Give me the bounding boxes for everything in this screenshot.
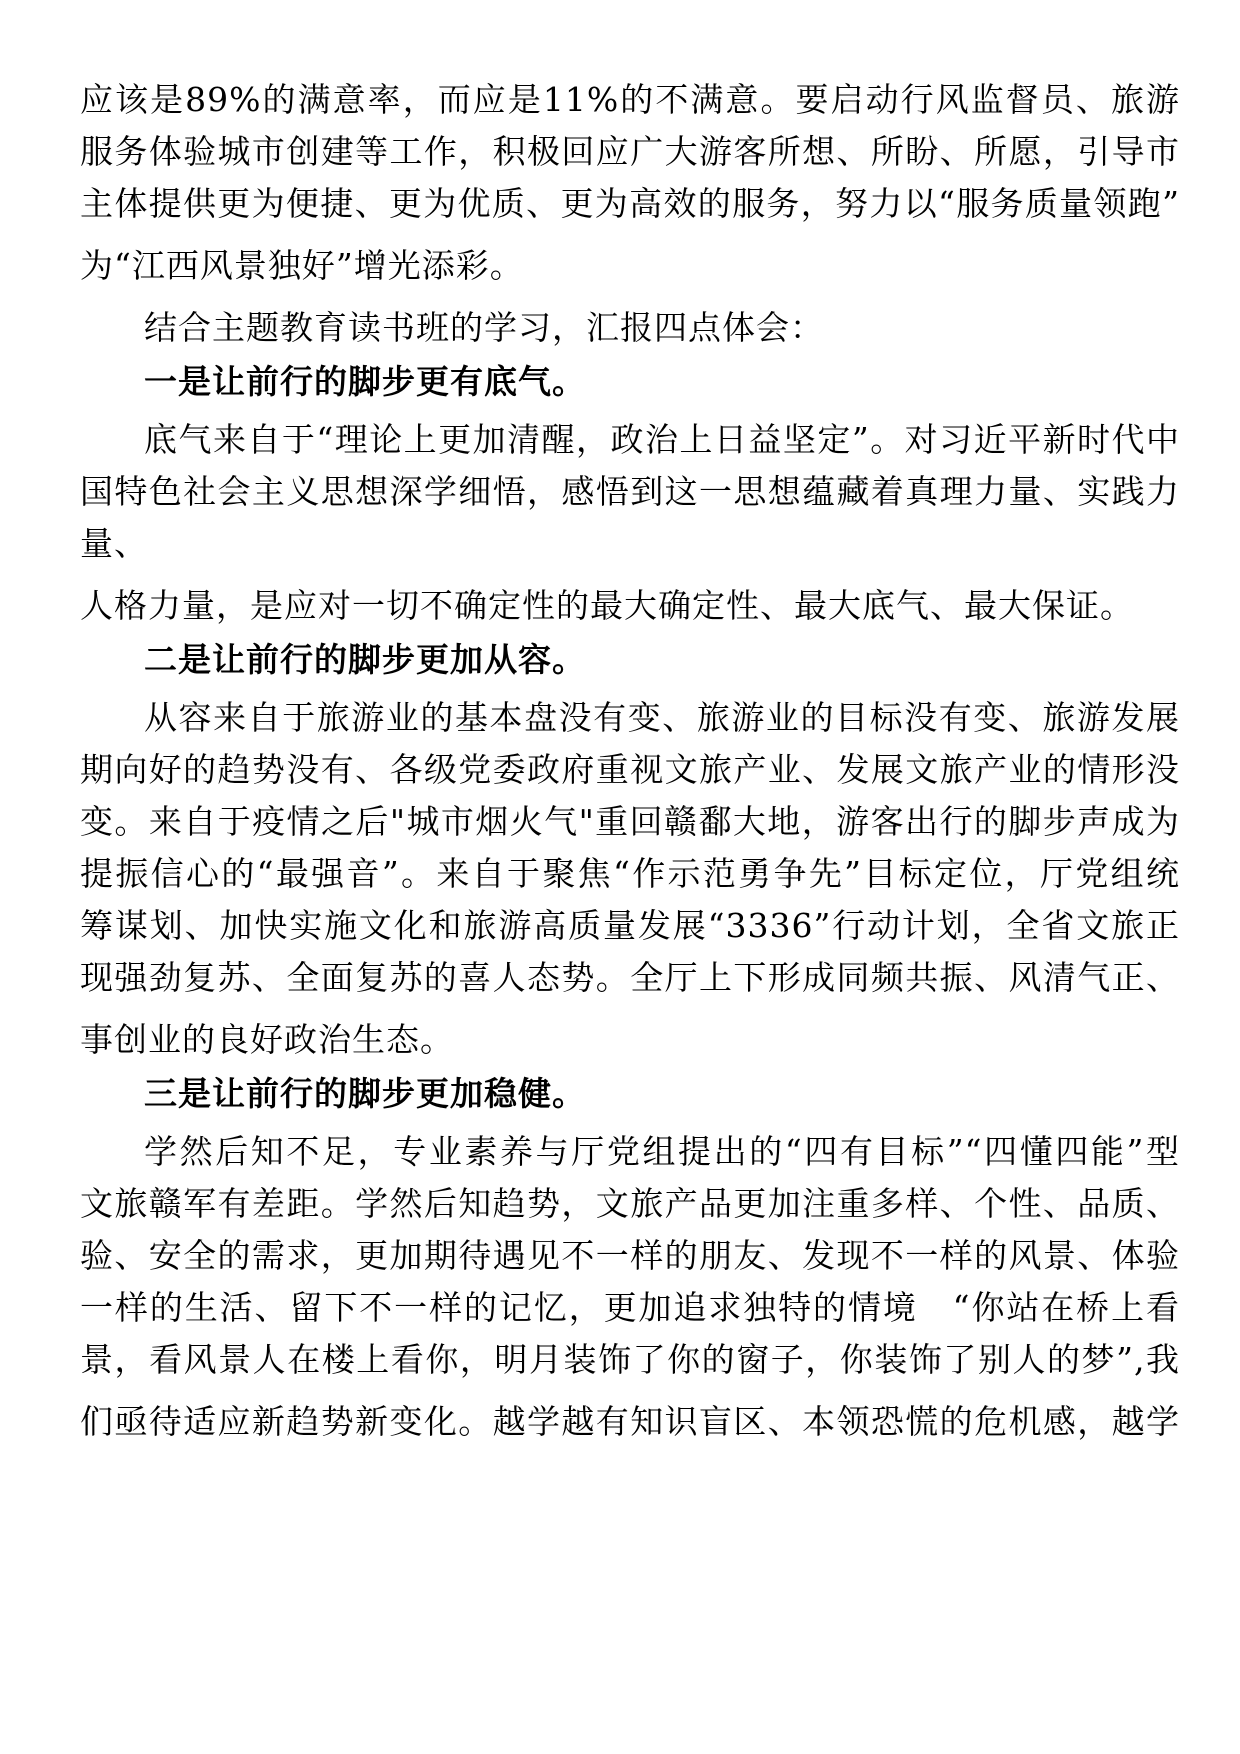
body-line: 们亟待适应新趋势新变化。越学越有知识盲区、本领恐慌的危机感，越学 bbox=[80, 1402, 1180, 1441]
section-heading: 三是让前行的脚步更加稳健。 bbox=[144, 1074, 586, 1113]
body-line: 结合主题教育读书班的学习，汇报四点体会： bbox=[144, 308, 824, 347]
body-line: 人格力量，是应对一切不确定性的最大确定性、最大底气、最大保证。 bbox=[80, 586, 1134, 625]
body-line: 底气来自于“理论上更加清醒，政治上日益坚定”。对习近平新时代中 bbox=[144, 420, 1180, 459]
body-line: 国特色社会主义思想深学细悟，感悟到这一思想蕴藏着真理力量、实践力 bbox=[80, 472, 1180, 511]
body-line: 事创业的良好政治生态。 bbox=[80, 1020, 454, 1059]
body-line: 一样的生活、留下不一样的记忆，更加追求独特的情境 “你站在桥上看 bbox=[80, 1288, 1180, 1327]
body-line: 文旅赣军有差距。学然后知趋势，文旅产品更加注重多样、个性、品质、 bbox=[80, 1184, 1180, 1223]
body-line: 应该是89%的满意率，而应是11%的不满意。要启动行风监督员、旅游 bbox=[80, 80, 1180, 119]
body-line: 现强劲复苏、全面复苏的喜人态势。全厅上下形成同频共振、风清气正、 bbox=[80, 958, 1180, 997]
section-heading: 二是让前行的脚步更加从容。 bbox=[144, 640, 586, 679]
body-line: 学然后知不足，专业素养与厅党组提出的“四有目标”“四懂四能”型 bbox=[144, 1132, 1180, 1171]
body-line: 验、安全的需求，更加期待遇见不一样的朋友、发现不一样的风景、体验 bbox=[80, 1236, 1180, 1275]
body-line: 从容来自于旅游业的基本盘没有变、旅游业的目标没有变、旅游发展 bbox=[144, 698, 1180, 737]
body-line: 提振信心的“最强音”。来自于聚焦“作示范勇争先”目标定位，厅党组统 bbox=[80, 854, 1180, 893]
body-line: 主体提供更为便捷、更为优质、更为高效的服务，努力以“服务质量领跑” bbox=[80, 184, 1180, 223]
body-line: 景，看风景人在楼上看你，明月装饰了你的窗子，你装饰了别人的梦”,我 bbox=[80, 1340, 1180, 1379]
body-line: 筹谋划、加快实施文化和旅游高质量发展“3336”行动计划，全省文旅正 bbox=[80, 906, 1180, 945]
body-line: 为“江西风景独好”增光添彩。 bbox=[80, 246, 524, 285]
body-line: 服务体验城市创建等工作，积极回应广大游客所想、所盼、所愿，引导市 bbox=[80, 132, 1180, 171]
body-line: 量、 bbox=[80, 524, 148, 563]
body-line: 期向好的趋势没有、各级党委政府重视文旅产业、发展文旅产业的情形没 bbox=[80, 750, 1180, 789]
section-heading: 一是让前行的脚步更有底气。 bbox=[144, 362, 586, 401]
body-line: 变。来自于疫情之后"城市烟火气"重回赣鄱大地，游客出行的脚步声成为 bbox=[80, 802, 1180, 841]
